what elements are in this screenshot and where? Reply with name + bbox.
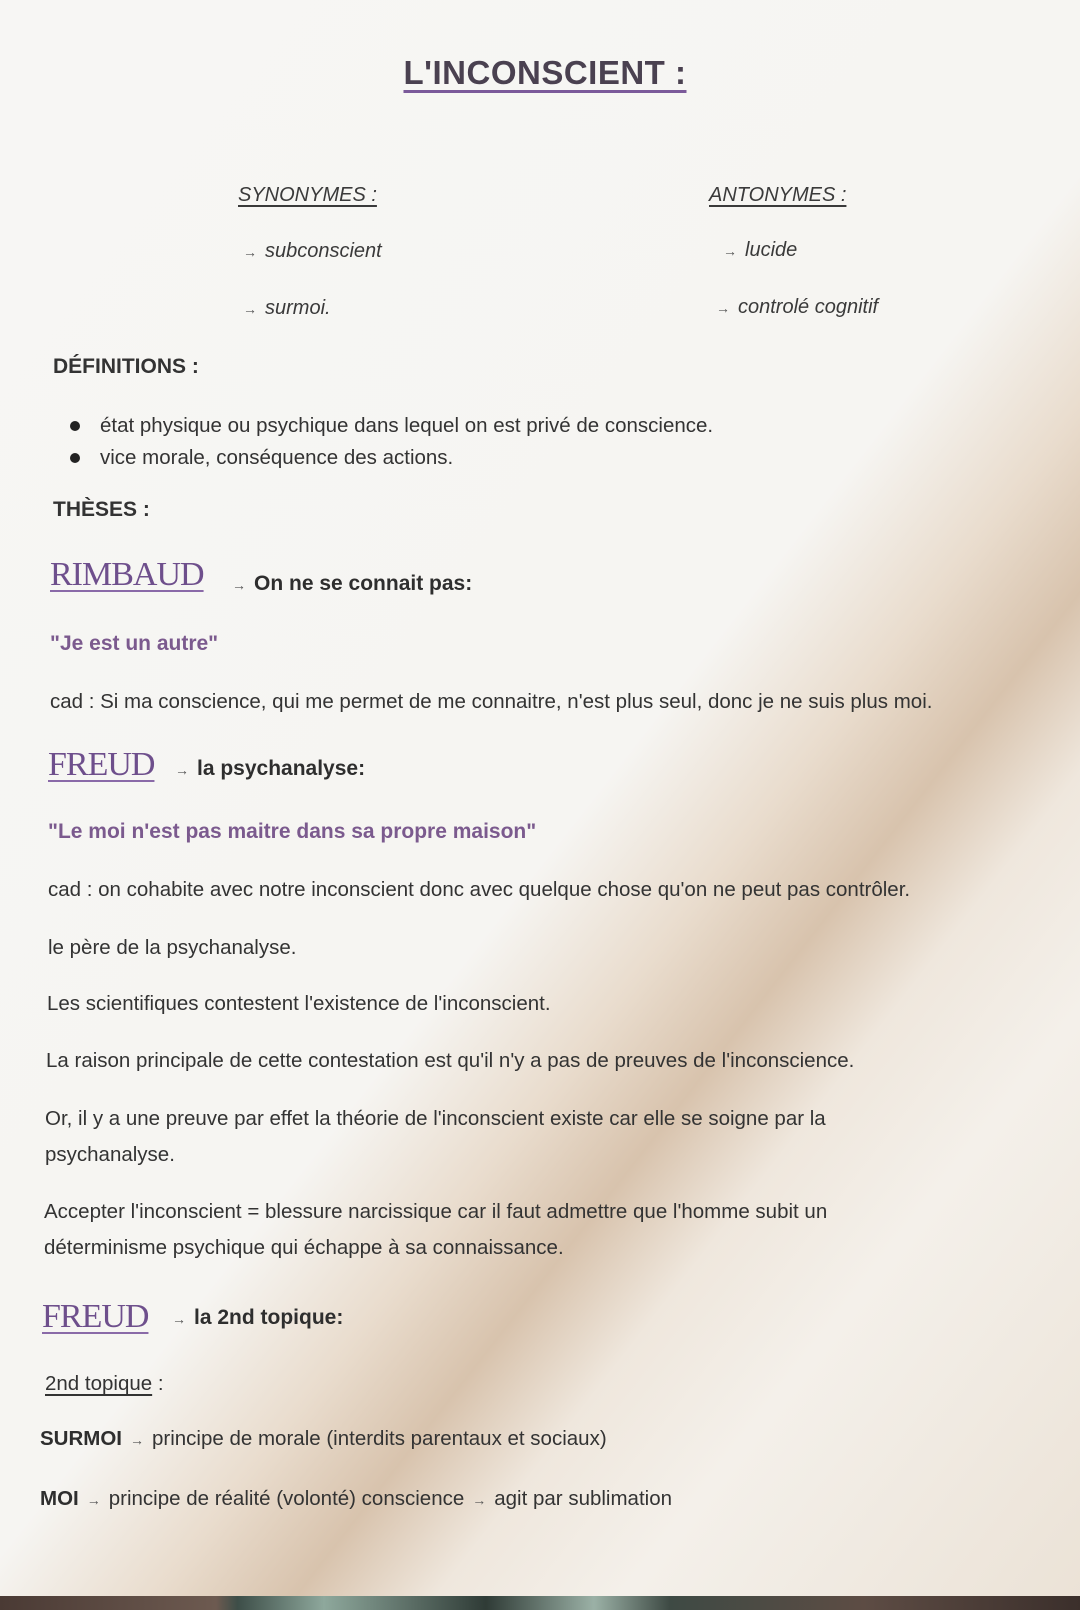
- arrow-icon: →: [243, 301, 257, 317]
- definition-item: [66, 410, 713, 442]
- moi-label: MOI: [40, 1487, 79, 1510]
- arrow-icon: →: [86, 1492, 101, 1508]
- table-surface-strip: [0, 1596, 1080, 1610]
- antonym-text: controlé cognitif: [738, 296, 879, 318]
- definition-item: [66, 442, 713, 474]
- paragraph: Les scientifiques contestent l'existence de l'inconscient.: [47, 992, 551, 1015]
- thesis-text: On ne se connait pas:: [254, 572, 473, 595]
- paragraph: La raison principale de cette contestation est qu'il n'y a pas de preuves de l'inconscience.: [46, 1049, 855, 1072]
- quote-rimbaud: "Je est un autre": [50, 632, 219, 655]
- topique-subheading-text: 2nd topique: [45, 1372, 153, 1395]
- thesis-freud-psychanalyse: [175, 757, 365, 781]
- author-rimbaud: RIMBAUD: [50, 556, 204, 593]
- surmoi-text: principe de morale (interdits parentaux et sociaux): [152, 1427, 607, 1450]
- author-freud-2: FREUD: [42, 1298, 149, 1335]
- topique-subheading-colon: :: [152, 1372, 164, 1395]
- theses-heading: THÈSES :: [53, 498, 150, 521]
- synonym-text: subconscient: [265, 240, 382, 262]
- quote-freud: "Le moi n'est pas maitre dans sa propre maison": [48, 820, 537, 843]
- arrow-icon: →: [232, 577, 246, 593]
- antonym-item: [716, 296, 878, 319]
- moi-text: principe de réalité (volonté) conscience: [108, 1487, 465, 1510]
- page-title: [0, 54, 1080, 92]
- thesis-freud-topique: [172, 1306, 343, 1330]
- paragraph: Or, il y a une preuve par effet la théorie de l'inconscient existe car elle se soigne par la psychanalyse.: [45, 1107, 826, 1166]
- surmoi-line: [40, 1427, 607, 1451]
- surmoi-label: SURMOI: [40, 1427, 122, 1450]
- synonym-text: surmoi.: [265, 297, 331, 319]
- definitions-list: [66, 410, 713, 474]
- antonym-item: [723, 239, 797, 262]
- definition-text: vice morale, conséquence des actions.: [100, 446, 454, 469]
- author-freud: FREUD: [48, 746, 155, 783]
- bullet-icon: [70, 453, 80, 463]
- arrow-icon: →: [716, 300, 730, 316]
- explanation-freud: cad : on cohabite avec notre inconscient donc avec quelque chose qu'on ne peut pas contrôler.: [48, 878, 911, 901]
- definition-text: état physique ou psychique dans lequel on est privé de conscience.: [100, 414, 714, 437]
- synonym-item: [243, 240, 382, 263]
- moi-text-2: agit par sublimation: [494, 1487, 673, 1510]
- antonyms-heading: ANTONYMES :: [709, 184, 847, 206]
- antonym-text: lucide: [745, 239, 798, 261]
- arrow-icon: →: [243, 244, 257, 260]
- arrow-icon: →: [472, 1492, 487, 1508]
- explanation-rimbaud: cad : Si ma conscience, qui me permet de me connaitre, n'est plus seul, donc je ne suis plus moi.: [50, 690, 933, 713]
- definitions-heading: DÉFINITIONS :: [53, 355, 199, 378]
- paragraph: Accepter l'inconscient = blessure narcissique car il faut admettre que l'homme subit un déterminisme psychique qui échappe à sa connaissance.: [44, 1200, 828, 1259]
- topique-subheading: [45, 1366, 164, 1402]
- synonym-item: [243, 297, 331, 320]
- thesis-text: la psychanalyse:: [197, 757, 366, 780]
- paragraph: le père de la psychanalyse.: [48, 936, 297, 959]
- arrow-icon: →: [130, 1432, 144, 1448]
- moi-line: [40, 1487, 672, 1511]
- thesis-rimbaud: [232, 572, 472, 596]
- thesis-text: la 2nd topique:: [194, 1306, 344, 1329]
- bullet-icon: [70, 421, 80, 431]
- arrow-icon: →: [175, 762, 189, 778]
- arrow-icon: →: [172, 1311, 186, 1327]
- arrow-icon: →: [723, 243, 737, 259]
- page-title-text: L'INCONSCIENT :: [403, 54, 687, 91]
- synonyms-heading: SYNONYMES :: [238, 184, 377, 206]
